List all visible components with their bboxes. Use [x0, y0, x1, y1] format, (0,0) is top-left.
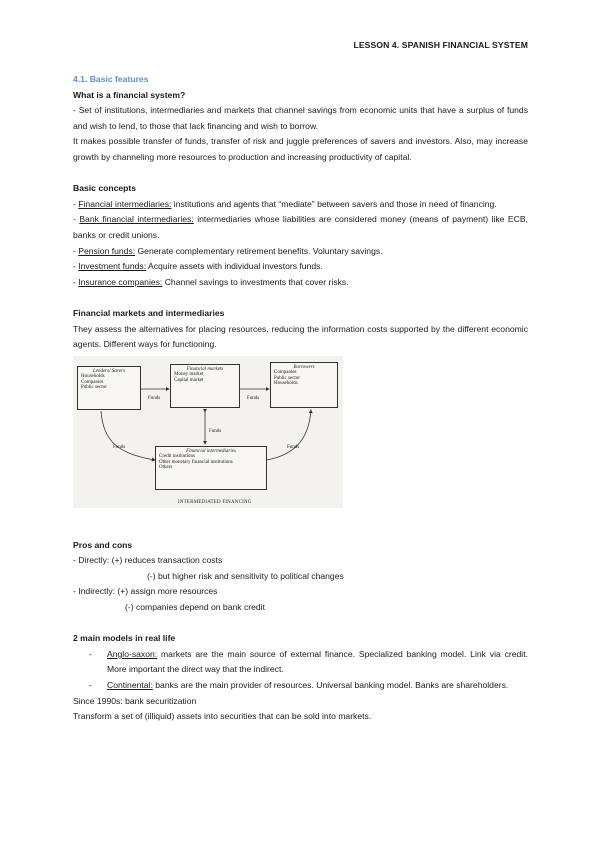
concept-term: Insurance companies:	[78, 276, 163, 287]
funds-label: Funds	[247, 395, 260, 401]
borrowers-box: Borrowers Companies Public sector Households	[270, 362, 338, 408]
cons-directly: (-) but higher risk and sensitivity to political changes	[147, 570, 344, 581]
funds-label: Funds	[209, 428, 222, 434]
concept-term: Pension funds:	[78, 245, 136, 256]
funds-label: Funds	[287, 444, 300, 450]
securitization-line: Since 1990s: bank securitization	[73, 695, 197, 706]
page-header: LESSON 4. SPANISH FINANCIAL SYSTEM	[353, 40, 528, 50]
basic-concepts-heading: Basic concepts	[73, 183, 137, 194]
pros-indirectly: - Indirectly: (+) assign more resources	[73, 586, 218, 597]
model-term: Continental:	[107, 680, 153, 691]
concept-term: Bank financial intermediaries:	[79, 214, 194, 225]
concept-item: - Financial intermediaries: institutions and agents that “mediate” between savers and those in need of financing.	[73, 198, 497, 209]
concept-item: - Investment funds: Acquire assets with individual investors funds.	[73, 261, 323, 272]
cons-indirectly: (-) companies depend on bank credit	[125, 602, 265, 613]
intermediaries-box: Financial intermediaries Credit institutions Other monetary financial institutions Others	[155, 446, 267, 490]
model-term: Anglo-saxon:	[107, 648, 158, 659]
funds-label: Funds	[113, 444, 126, 450]
funds-label: Funds	[148, 395, 161, 401]
model-item: - Anglo-saxon: markets are the main source of external finance. Specialized banking model. Link via credit. More important the direct way that the indirect.	[89, 648, 528, 675]
pros-cons-heading: Pros and cons	[73, 539, 133, 550]
diagram-caption: INTERMEDIATED FINANCING	[178, 499, 252, 505]
concept-term: Investment funds:	[78, 261, 147, 272]
concept-term: Financial intermediaries:	[78, 198, 172, 209]
purpose-paragraph: It makes possible transfer of funds, transfer of risk and juggle preferences of savers and investors. Also, may increase growth by channeling more resources to production and increasing productivity of capital.	[73, 136, 528, 162]
transform-line: Transform a set of (illiquid) assets into securities that can be sold into markets.	[73, 711, 372, 722]
markets-paragraph: They assess the alternatives for placing resources, reducing the information costs supported by the different economic agents. Different ways for functioning.	[73, 323, 528, 350]
concept-item: - Bank financial intermediaries: intermediaries whose liabilities are considered money (means of payment) like ECB, banks or credit unions.	[73, 214, 528, 240]
model-item: - Continental: banks are the main provider of resources. Universal banking model. Banks are shareholders.	[89, 680, 509, 691]
concept-item: - Insurance companies: Channel savings to investments that cover risks.	[73, 276, 349, 287]
lenders-box: Lenders/ Savers Households Companies Public sector	[77, 366, 141, 410]
pros-directly: - Directly: (+) reduces transaction costs	[73, 555, 223, 566]
section-title: 4.1. Basic features	[73, 74, 149, 84]
financing-diagram	[73, 356, 343, 508]
definition-paragraph: - Set of institutions, intermediaries and markets that channel savings from economic units that have a surplus of funds and wish to lend, to those that lack financing and wish to borrow.	[73, 105, 528, 131]
document-body	[73, 72, 528, 725]
models-heading: 2 main models in real life	[73, 633, 176, 644]
question-heading: What is a financial system?	[73, 89, 186, 100]
markets-box: Financial markets Money market Capital market	[170, 364, 240, 408]
markets-heading: Financial markets and intermediaries	[73, 307, 225, 318]
concept-item: - Pension funds: Generate complementary retirement benefits. Voluntary savings.	[73, 245, 383, 256]
